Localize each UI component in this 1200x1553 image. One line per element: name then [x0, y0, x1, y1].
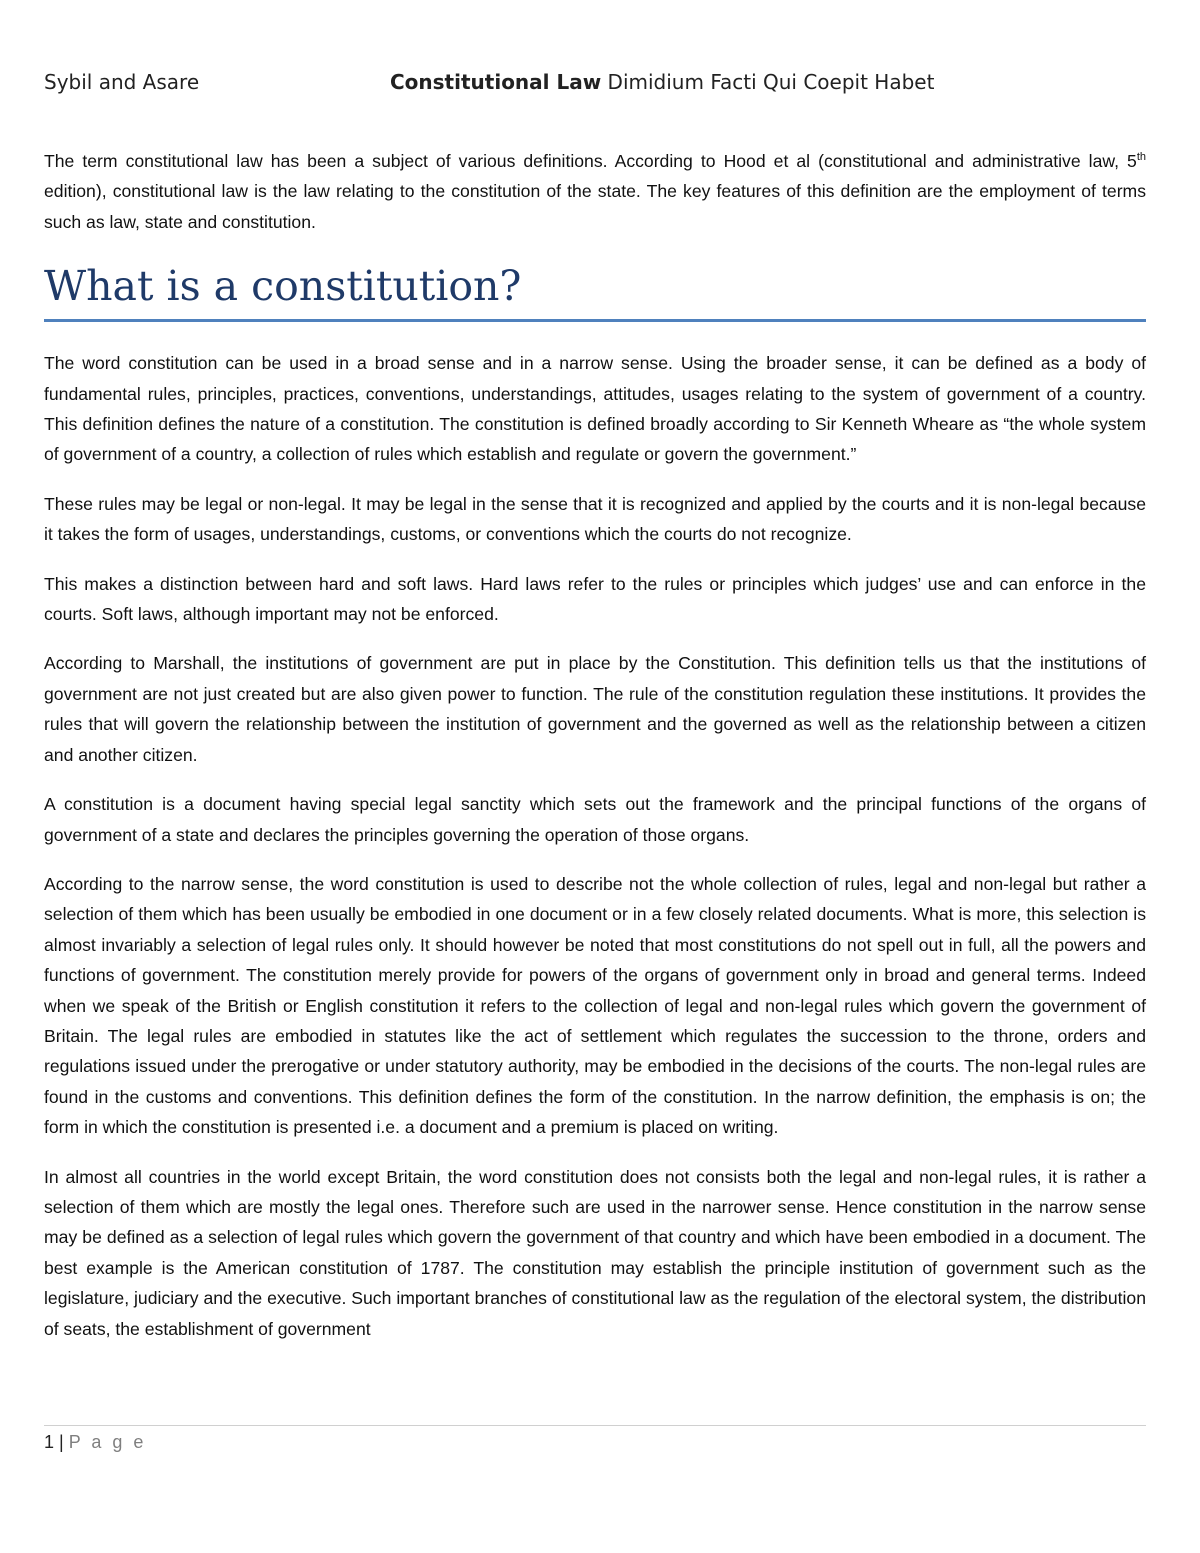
page-number: 1 [44, 1432, 55, 1452]
intro-paragraph [44, 146, 1146, 237]
body-paragraph: According to the narrow sense, the word constitution is used to describe not the whole collection of rules, legal and non-legal but rather a selection of them which has been usually be embodied in one document or in a few closely related documents. What is more, this selection is almost invariably a selection of legal rules only. It should however be noted that most constitutions do not spell out in full, all the powers and functions of government. The constitution merely provide for powers of the organs of government only in broad and general terms. Indeed when we speak of the British or English constitution it refers to the collection of legal and non-legal rules which govern the government of Britain. The legal rules are embodied in statutes like the act of settlement which regulates the succession to the throne, orders and regulations issued under the prerogative or under statutory authority, may be embodied in the decisions of the courts. The non-legal rules are found in the customs and conventions. This definition defines the form of the constitution. In the narrow definition, the emphasis is on; the form in which the constitution is presented i.e. a document and a premium is placed on writing. [44, 873, 1146, 1138]
body-paragraph: This makes a distinction between hard and soft laws. Hard laws refer to the rules or principles which judges’ use and can enforce in the courts. Soft laws, although important may not be enforced. [44, 573, 1146, 625]
body-paragraph: The word constitution can be used in a broad sense and in a narrow sense. Using the broader sense, it can be defined as a body of fundamental rules, principles, practices, conventions, understandings, attitudes, usages relating to the system of government of a country. This definition defines the nature of a constitution. The constitution is defined broadly according to Sir Kenneth Wheare as “the whole system of government of a country, a collection of rules which establish and regulate or govern the government.” [44, 353, 1146, 465]
header-title-motto: Dimidium Facti Qui Coepit Habet [601, 70, 935, 94]
footer-divider [44, 1425, 1146, 1426]
page-label: P a g e [68, 1432, 147, 1452]
intro-text-1: The term constitutional law has been a subject of various definitions. According to Hood et al (constitutional and administrative law, 5 [44, 151, 1137, 171]
footer-separator: | [54, 1432, 69, 1452]
body-paragraph: In almost all countries in the world except Britain, the word constitution does not consists both the legal and non-legal rules, it is rather a selection of them which are mostly the legal ones. Therefore such are used in the narrower sense. Hence constitution in the narrow sense may be defined as a selection of legal rules which govern the government of that country and which have been embodied in a document. The best example is the American constitution of 1787. The constitution may establish the principle institution of government such as the legislature, judiciary and the executive. Such important branches of constitutional law as the regulation of the electoral system, the distribution of seats, the establishment of government [44, 1166, 1146, 1339]
body-paragraph: These rules may be legal or non-legal. It may be legal in the sense that it is recognized and applied by the courts and it is non-legal because it takes the form of usages, understandings, customs, or conventions which the courts do not recognize. [44, 493, 1146, 545]
header-title-bold: Constitutional Law [390, 70, 602, 94]
body-paragraph: A constitution is a document having special legal sanctity which sets out the framework and the principal functions of the organs of government of a state and declares the principles governing the operation of those organs. [44, 794, 1146, 845]
header-title [390, 70, 934, 94]
page-footer [44, 1432, 146, 1453]
intro-text-2: edition), constitutional law is the law relating to the constitution of the state. The key features of this definition are the employment of terms such as law, state and constitution. [44, 181, 1146, 232]
superscript-th: th [1136, 151, 1146, 164]
section-heading: What is a constitution? [44, 259, 1146, 322]
header-author: Sybil and Asare [44, 70, 200, 94]
body-paragraph: According to Marshall, the institutions of government are put in place by the Constitution. This definition tells us that the institutions of government are not just created but are also given power to function. The rule of the constitution regulation these institutions. It provides the rules that will govern the relationship between the institution of government and the governed as well as the relationship between a citizen and another citizen. [44, 653, 1146, 765]
document-body [44, 146, 1146, 1363]
